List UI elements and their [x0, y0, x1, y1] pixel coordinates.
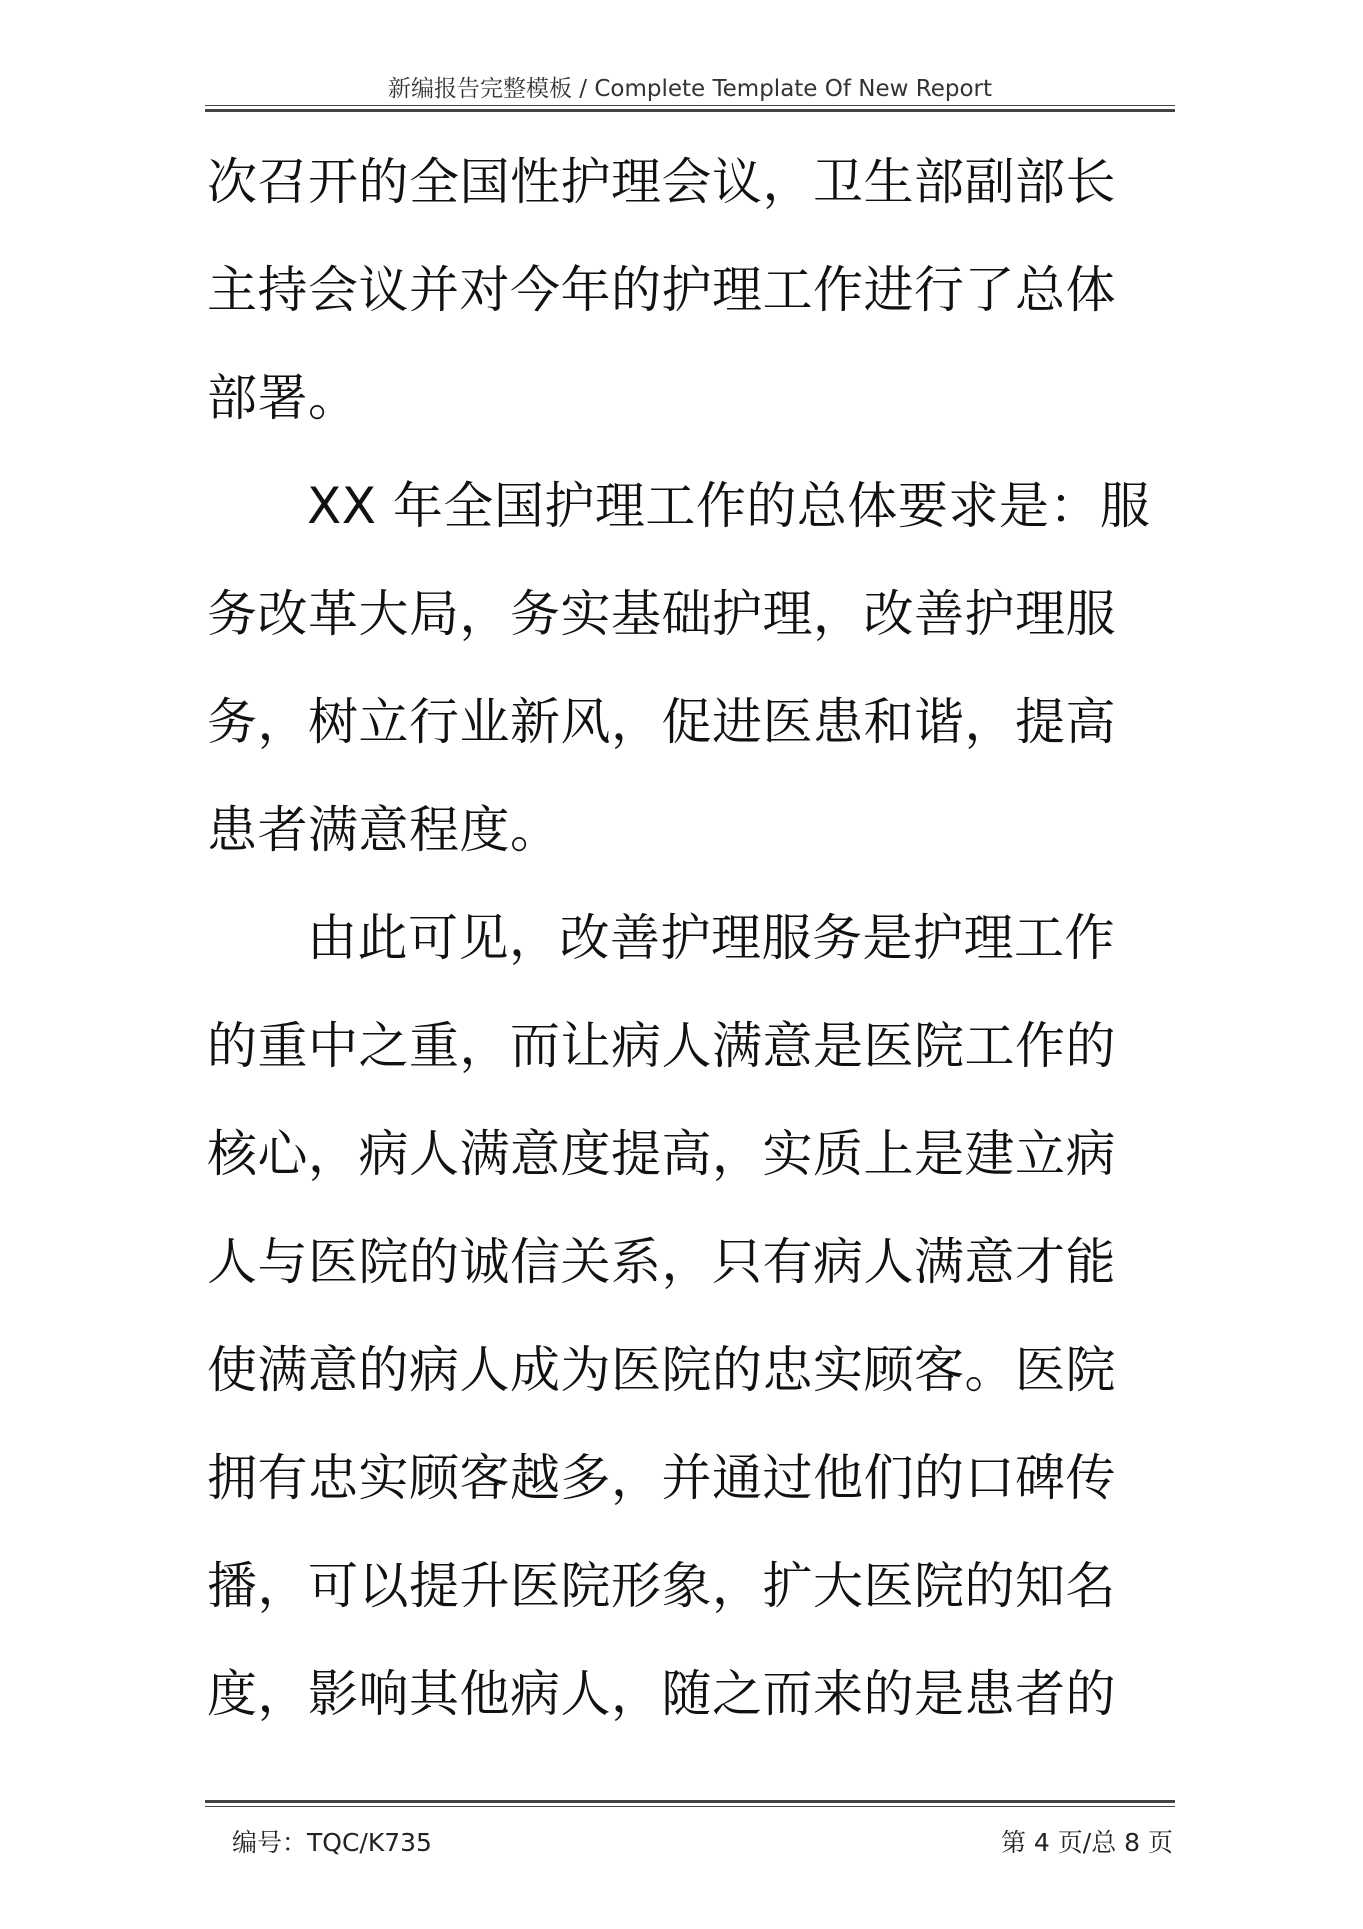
- paragraph-3-line-1: 由此可见，改善护理服务是护理工作: [307, 909, 1115, 967]
- paragraph-3: [207, 884, 1137, 1748]
- paragraph-3-line-3: 核心，病人满意度提高，实质上是建立病: [207, 1125, 1116, 1183]
- paragraph-3-line-7: 播，可以提升医院形象，扩大医院的知名: [207, 1557, 1116, 1615]
- paragraph-1: [207, 128, 1137, 452]
- paragraph-3-line-6: 拥有忠实顾客越多，并通过他们的口碑传: [207, 1449, 1116, 1507]
- paragraph-3-line-8: 度，影响其他病人，随之而来的是患者的: [207, 1665, 1116, 1723]
- paragraph-1-line-2: 主持会议并对今年的护理工作进行了总体: [207, 261, 1116, 319]
- paragraph-1-line-1: 次召开的全国性护理会议，卫生部副部长: [207, 153, 1116, 211]
- paragraph-3-line-5: 使满意的病人成为医院的忠实顾客。医院: [207, 1341, 1116, 1399]
- paragraph-2-line-3: 务，树立行业新风，促进医患和谐，提高: [207, 693, 1116, 751]
- footer-divider-thick: [205, 1800, 1175, 1803]
- document-body: [207, 128, 1151, 1748]
- paragraph-2-line-2: 务改革大局，务实基础护理，改善护理服: [207, 585, 1116, 643]
- paragraph-2-line-1: XX 年全国护理工作的总体要求是：服: [307, 477, 1151, 535]
- paragraph-1-line-3: 部署。: [207, 369, 359, 427]
- paragraph-3-line-2: 的重中之重，而让病人满意是医院工作的: [207, 1017, 1116, 1075]
- page-number: 第 4 页/总 8 页: [1000, 1828, 1173, 1857]
- paragraph-2: [207, 452, 1151, 884]
- header-divider-thick: [205, 109, 1175, 112]
- document-code: 编号：TQC/K735: [232, 1828, 432, 1857]
- footer-divider-thin: [205, 1806, 1175, 1807]
- paragraph-2-line-4: 患者满意程度。: [207, 801, 561, 859]
- page-header-title: 新编报告完整模板 / Complete Template Of New Report: [387, 76, 993, 102]
- paragraph-3-line-4: 人与医院的诚信关系，只有病人满意才能: [207, 1233, 1116, 1291]
- header-divider-thin: [205, 105, 1175, 106]
